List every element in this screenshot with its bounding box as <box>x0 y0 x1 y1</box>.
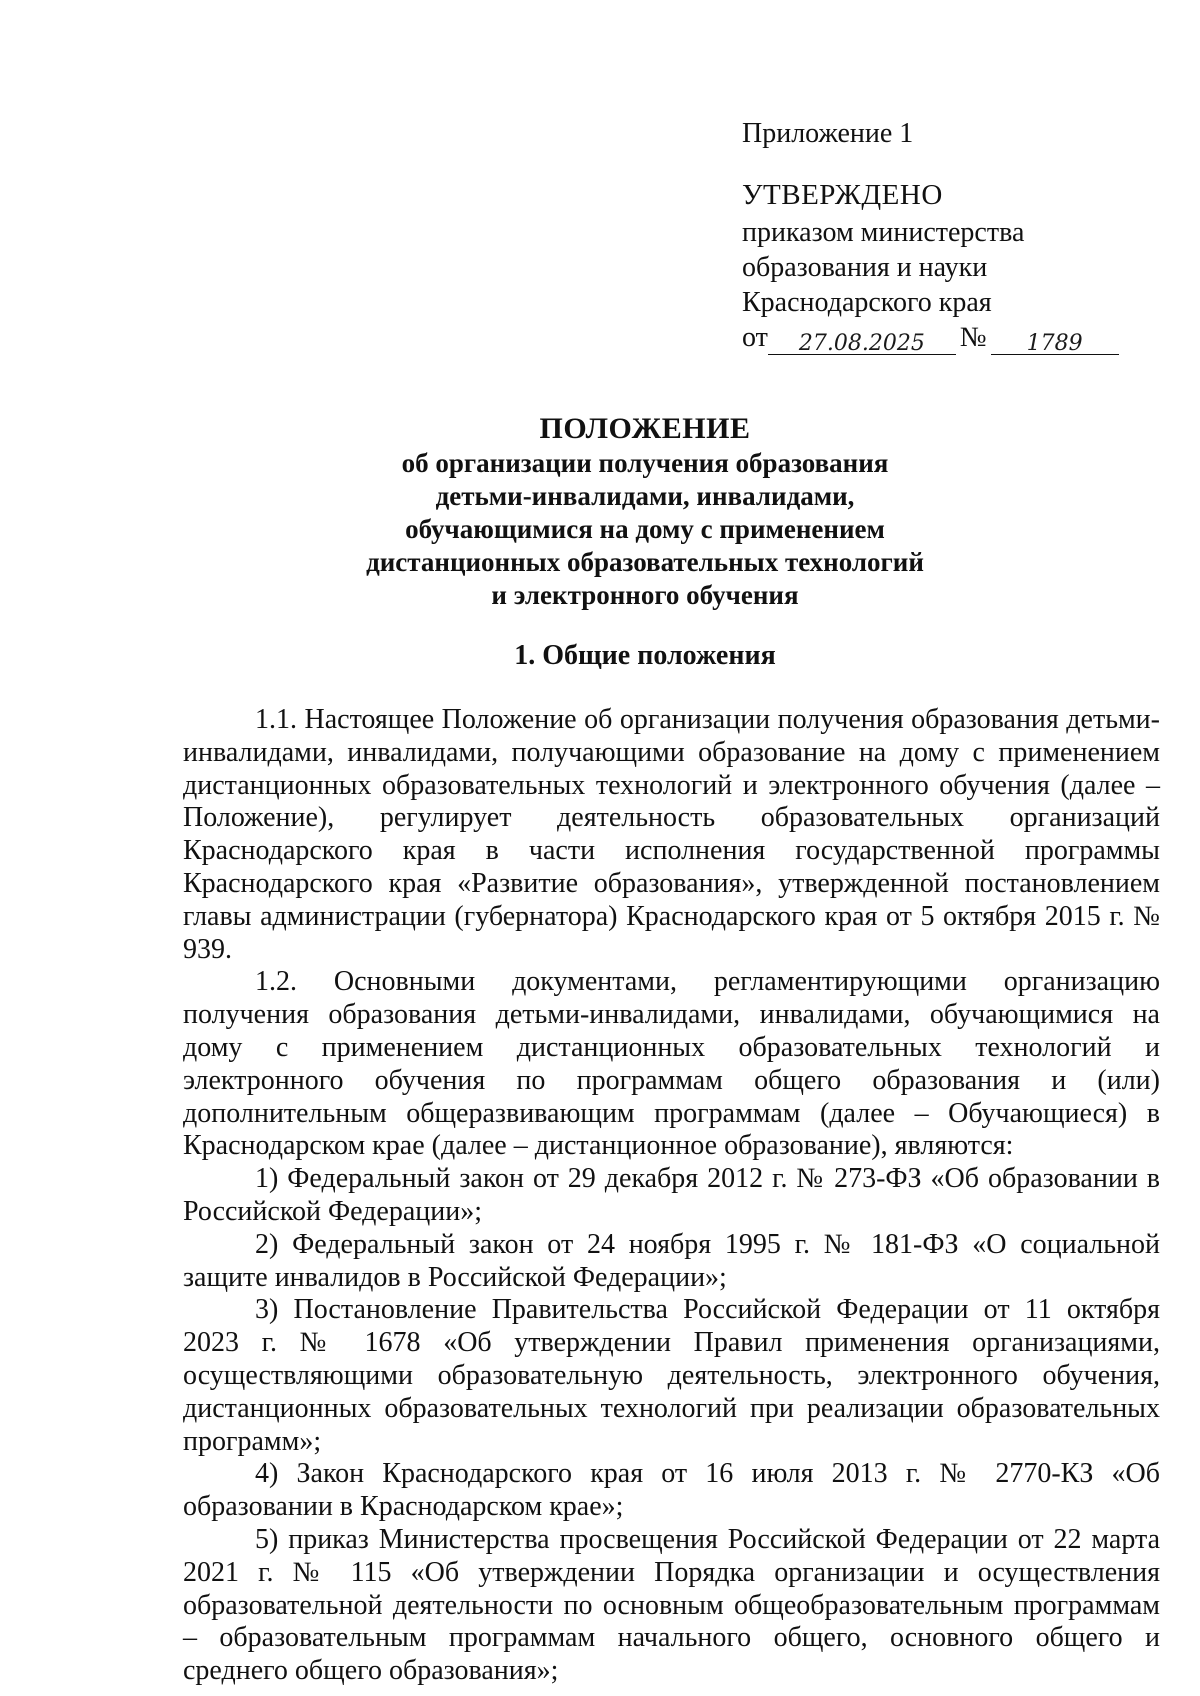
list-item-4: 4) Закон Краснодарского края от 16 июля 2013 г. № 2770-КЗ «Об образовании в Краснодарском крае»; <box>183 1458 1160 1523</box>
number-field <box>991 324 1119 355</box>
list-item-5: 5) приказ Министерства просвещения Российской Федерации от 22 марта 2021 г. № 115 «Об утверждении Порядка организации и осуществления образовательной деятельности по основным общеобразовательным программам – образовательным программам начального общего, основного общего и среднего общего образования»; <box>183 1523 1160 1687</box>
document-subtitle-line: об организации получения образования <box>401 448 889 478</box>
appendix-label: Приложение 1 <box>742 118 914 149</box>
list-item-3: 3) Постановление Правительства Российской Федерации от 11 октября 2023 г. № 1678 «Об утверждении Правил применения организациями, осуществляющими образовательную деятельность, электронного обучения, дистанционных образовательных технологий при реализации образовательных программ»; <box>183 1294 1160 1457</box>
document-title: ПОЛОЖЕНИЕ <box>539 412 751 445</box>
date-prefix: от <box>742 322 768 353</box>
approved-label: УТВЕРЖДЕНО <box>742 179 943 211</box>
date-field <box>768 324 956 355</box>
document-subtitle-line: детьми-инвалидами, инвалидами, <box>435 481 855 511</box>
approval-line: Краснодарского края <box>742 287 992 318</box>
approval-line: образования и науки <box>742 252 988 283</box>
approval-stamp-block <box>742 116 1162 358</box>
document-subtitle-line: дистанционных образовательных технологий <box>366 547 924 577</box>
order-date-number-line <box>742 320 1162 358</box>
approval-line: приказом министерства <box>742 217 1025 248</box>
section-heading: 1. Общие положения <box>514 640 776 671</box>
number-sign: № <box>959 322 987 353</box>
list-item-2: 2) Федеральный закон от 24 ноября 1995 г. № 181-ФЗ «О социальной защите инвалидов в Российской Федерации»; <box>183 1228 1160 1293</box>
section-body <box>183 704 1160 1688</box>
document-subtitle-line: и электронного обучения <box>491 580 799 610</box>
paragraph-1-2: 1.2. Основными документами, регламентирующими организацию получения образования детьми-инвалидами, инвалидами, обучающимися на дому с применением дистанционных образовательных технологий и электронного обучения по программам общего образования и (или) дополнительным общеразвивающим программам (далее – Обучающиеся) в Краснодарском крае (далее – дистанционное образование), являются: <box>183 966 1160 1162</box>
list-item-1: 1) Федеральный закон от 29 декабря 2012 г. № 273-ФЗ «Об образовании в Российской Федерации»; <box>183 1163 1160 1227</box>
paragraph-1-1: 1.1. Настоящее Положение об организации получения образования детьми-инвалидами, инвалидами, получающими образование на дому с применением дистанционных образовательных технологий и электронного обучения (далее – Положение), регулирует деятельность образовательных организаций Краснодарского края в части исполнения государственной программы Краснодарского края «Развитие образования», утвержденной постановлением главы администрации (губернатора) Краснодарского края от 5 октября 2015 г. № 939. <box>183 704 1160 965</box>
document-title-block <box>0 410 1200 612</box>
handwritten-date: 27.08.2025 <box>798 331 925 356</box>
handwritten-number: 1789 <box>1026 331 1083 356</box>
document-subtitle-line: обучающимися на дому с применением <box>405 514 885 544</box>
